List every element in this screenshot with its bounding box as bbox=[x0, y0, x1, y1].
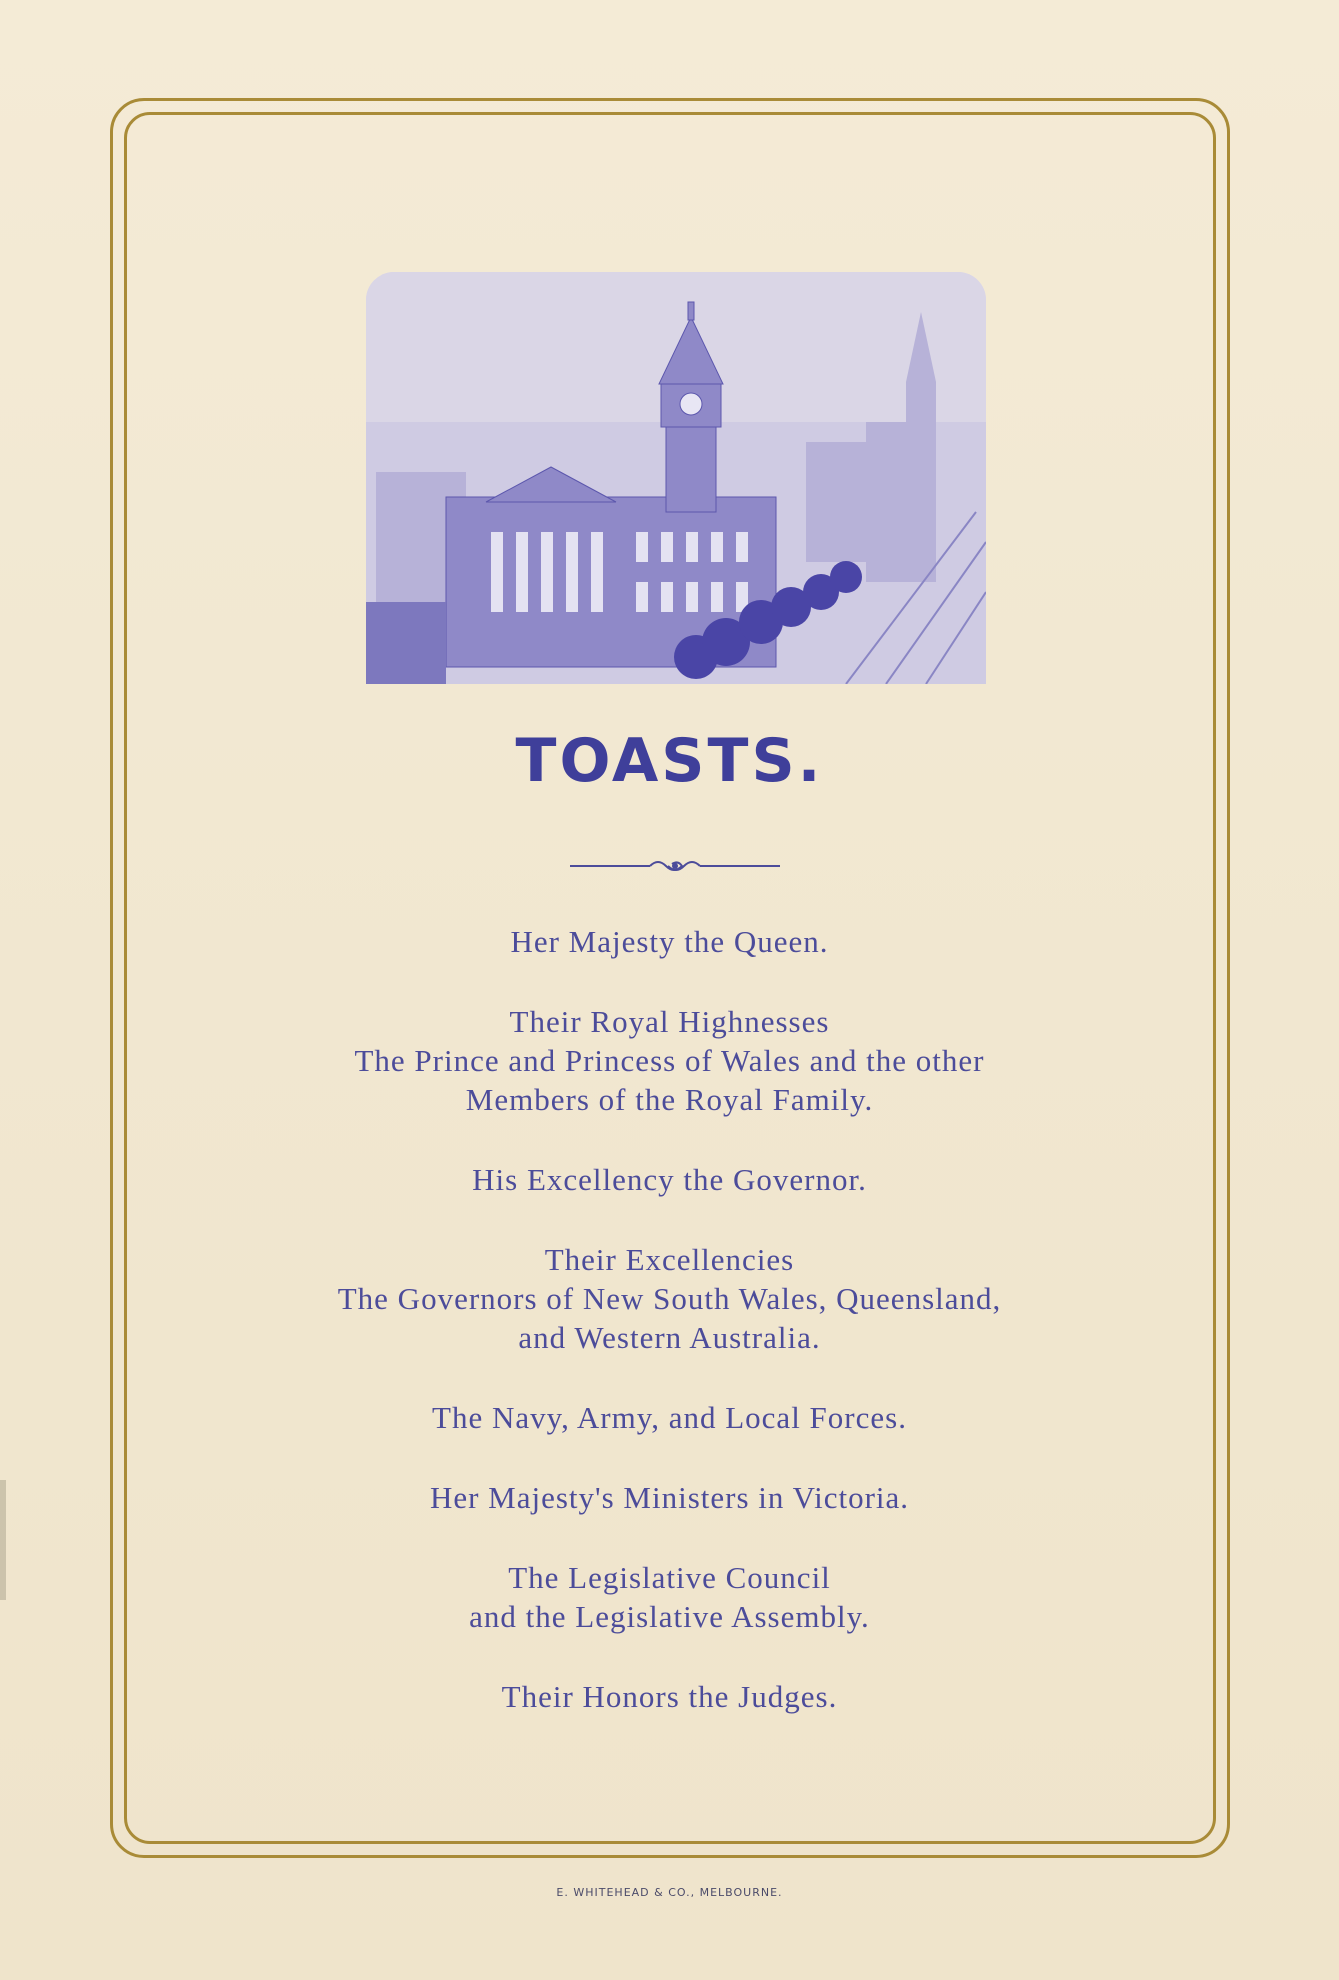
toast-item bbox=[0, 1478, 1339, 1517]
toast-list bbox=[0, 922, 1339, 1757]
printer-imprint: E. WHITEHEAD & CO., MELBOURNE. bbox=[556, 1886, 783, 1899]
page-title: TOASTS. bbox=[515, 726, 824, 796]
toast-line: Their Royal Highnesses bbox=[509, 1004, 830, 1039]
toast-line: Her Majesty the Queen. bbox=[510, 924, 829, 959]
toast-item bbox=[0, 1398, 1339, 1437]
toast-item bbox=[0, 1558, 1339, 1636]
toast-item bbox=[0, 1160, 1339, 1199]
toast-item bbox=[0, 1002, 1339, 1119]
toast-line: Members of the Royal Family. bbox=[465, 1082, 874, 1117]
toast-item bbox=[0, 1677, 1339, 1716]
toast-line: The Prince and Princess of Wales and the other bbox=[354, 1043, 985, 1078]
toast-line: and Western Australia. bbox=[518, 1320, 821, 1355]
toast-line: and the Legislative Assembly. bbox=[469, 1599, 870, 1634]
toast-line: The Navy, Army, and Local Forces. bbox=[432, 1400, 907, 1435]
toast-item bbox=[0, 922, 1339, 961]
town-hall-engraving bbox=[366, 272, 986, 684]
toast-line: Her Majesty's Ministers in Victoria. bbox=[429, 1480, 910, 1515]
toast-line: His Excellency the Governor. bbox=[472, 1162, 867, 1197]
toast-line: Their Excellencies bbox=[544, 1242, 795, 1277]
toast-line: Their Honors the Judges. bbox=[501, 1679, 838, 1714]
toast-line: The Governors of New South Wales, Queensland, bbox=[337, 1281, 1002, 1316]
scroll-ornament-divider bbox=[570, 854, 780, 878]
toast-item bbox=[0, 1240, 1339, 1357]
toast-line: The Legislative Council bbox=[508, 1560, 831, 1595]
